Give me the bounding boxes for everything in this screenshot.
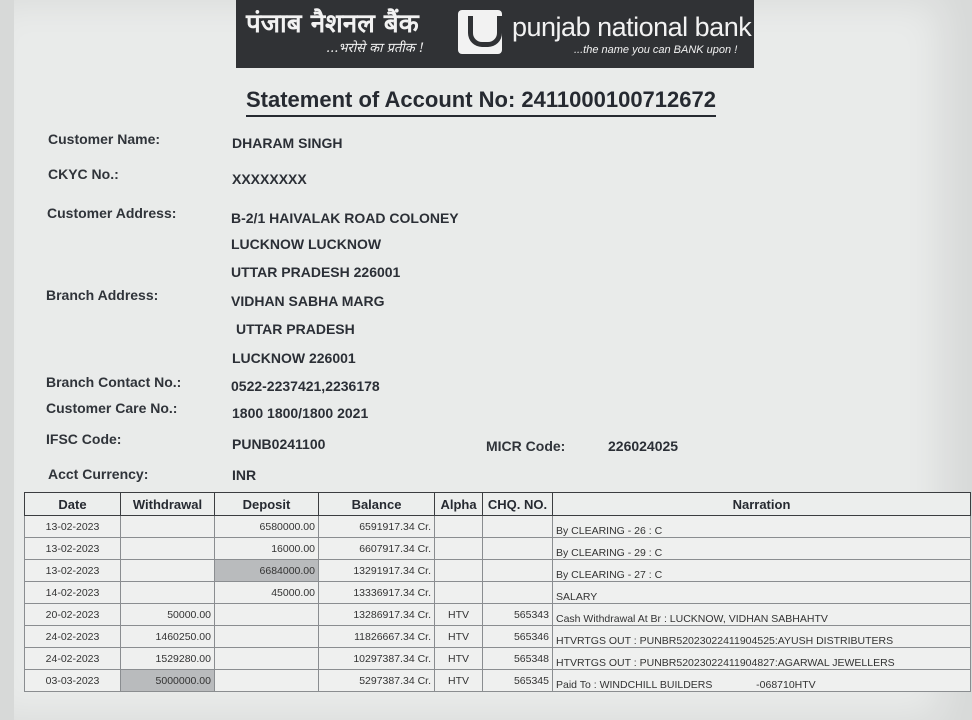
customer-care-label: Customer Care No.:	[46, 400, 178, 416]
ifsc-label: IFSC Code:	[46, 431, 122, 447]
cell-date: 20-02-2023	[25, 604, 121, 626]
column-header-balance: Balance	[319, 493, 435, 516]
cell-chq-no: 565343	[483, 604, 553, 626]
cell-narration: Paid To : WINDCHILL BUILDERS -068710HTV	[553, 670, 971, 692]
cell-alpha: HTV	[435, 648, 483, 670]
bank-tagline-english: ...the name you can BANK upon !	[574, 44, 738, 56]
pnb-logo-icon	[458, 10, 502, 54]
cell-deposit: 16000.00	[215, 538, 319, 560]
cell-deposit	[215, 648, 319, 670]
ckyc-value: XXXXXXXX	[232, 171, 307, 187]
customer-address-line: B-2/1 HAIVALAK ROAD COLONEY	[231, 210, 459, 226]
cell-narration: Cash Withdrawal At Br : LUCKNOW, VIDHAN SABHAHTV	[553, 604, 971, 626]
branch-address-line: VIDHAN SABHA MARG	[231, 293, 385, 309]
cell-balance: 6591917.34 Cr.	[319, 516, 435, 538]
branch-address-line: LUCKNOW 226001	[232, 350, 356, 366]
statement-title: Statement of Account No: 2411000100712672	[246, 87, 716, 117]
branch-contact-label: Branch Contact No.:	[46, 374, 182, 390]
cell-deposit	[215, 670, 319, 692]
currency-label: Acct Currency:	[48, 466, 149, 482]
cell-deposit: 6684000.00	[215, 560, 319, 582]
table-row	[25, 626, 971, 648]
cell-alpha	[435, 582, 483, 604]
cell-deposit	[215, 604, 319, 626]
cell-date: 13-02-2023	[25, 516, 121, 538]
cell-deposit: 6580000.00	[215, 516, 319, 538]
column-header-chq-no: CHQ. NO.	[483, 493, 553, 516]
branch-contact-value: 0522-2237421,2236178	[231, 378, 380, 394]
cell-withdrawal: 1529280.00	[121, 648, 215, 670]
table-row	[25, 604, 971, 626]
column-header-narration: Narration	[553, 493, 971, 516]
cell-date: 24-02-2023	[25, 648, 121, 670]
bank-name-english: punjab national bank	[512, 12, 752, 42]
customer-name-label: Customer Name:	[48, 131, 161, 147]
cell-date: 13-02-2023	[25, 560, 121, 582]
cell-withdrawal	[121, 560, 215, 582]
cell-narration: HTVRTGS OUT : PUNBR52023022411904525:AYUSH DISTRIBUTERS	[553, 626, 971, 648]
table-row	[25, 538, 971, 560]
cell-balance: 13291917.34 Cr.	[319, 560, 435, 582]
cell-date: 13-02-2023	[25, 538, 121, 560]
customer-address-line: UTTAR PRADESH 226001	[231, 264, 401, 280]
column-header-date: Date	[25, 493, 121, 516]
bank-tagline-hindi: ...भरोसे का प्रतीक !	[326, 41, 425, 56]
cell-alpha	[435, 516, 483, 538]
cell-narration: By CLEARING - 27 : C	[553, 560, 971, 582]
customer-address-line: LUCKNOW LUCKNOW	[231, 236, 382, 252]
cell-balance: 6607917.34 Cr.	[319, 538, 435, 560]
transactions-table	[24, 492, 971, 692]
table-row	[25, 582, 971, 604]
cell-date: 14-02-2023	[25, 582, 121, 604]
statement-page	[14, 0, 972, 720]
currency-value: INR	[232, 467, 257, 483]
table-row	[25, 670, 971, 692]
table-row	[25, 560, 971, 582]
cell-chq-no: 565346	[483, 626, 553, 648]
cell-balance: 5297387.34 Cr.	[319, 670, 435, 692]
cell-chq-no	[483, 516, 553, 538]
ifsc-value: PUNB0241100	[232, 436, 326, 452]
micr-label: MICR Code:	[486, 438, 566, 454]
cell-narration: By CLEARING - 26 : C	[553, 516, 971, 538]
bank-name-hindi: पंजाब नैशनल बैंक	[246, 9, 419, 39]
ckyc-label: CKYC No.:	[48, 166, 119, 182]
branch-address-line: UTTAR PRADESH	[236, 321, 355, 337]
table-row	[25, 516, 971, 538]
cell-chq-no: 565345	[483, 670, 553, 692]
column-header-deposit: Deposit	[215, 493, 319, 516]
cell-balance: 11826667.34 Cr.	[319, 626, 435, 648]
customer-name-value: DHARAM SINGH	[232, 135, 343, 151]
column-header-alpha: Alpha	[435, 493, 483, 516]
bank-banner	[236, 0, 754, 68]
cell-deposit	[215, 626, 319, 648]
cell-deposit: 45000.00	[215, 582, 319, 604]
cell-balance: 13336917.34 Cr.	[319, 582, 435, 604]
cell-chq-no	[483, 560, 553, 582]
column-header-withdrawal: Withdrawal	[121, 493, 215, 516]
cell-withdrawal	[121, 582, 215, 604]
cell-alpha: HTV	[435, 626, 483, 648]
branch-address-label: Branch Address:	[46, 287, 159, 303]
customer-address-label: Customer Address:	[47, 205, 177, 221]
table-row	[25, 648, 971, 670]
cell-withdrawal: 50000.00	[121, 604, 215, 626]
cell-narration: HTVRTGS OUT : PUNBR52023022411904827:AGARWAL JEWELLERS	[553, 648, 971, 670]
cell-alpha	[435, 560, 483, 582]
micr-value: 226024025	[608, 438, 679, 454]
cell-withdrawal: 5000000.00	[121, 670, 215, 692]
cell-withdrawal	[121, 538, 215, 560]
cell-withdrawal: 1460250.00	[121, 626, 215, 648]
cell-date: 03-03-2023	[25, 670, 121, 692]
customer-care-value: 1800 1800/1800 2021	[232, 405, 369, 421]
cell-date: 24-02-2023	[25, 626, 121, 648]
cell-alpha: HTV	[435, 604, 483, 626]
cell-chq-no: 565348	[483, 648, 553, 670]
cell-chq-no	[483, 582, 553, 604]
cell-alpha	[435, 538, 483, 560]
cell-withdrawal	[121, 516, 215, 538]
cell-narration: SALARY	[553, 582, 971, 604]
cell-alpha: HTV	[435, 670, 483, 692]
cell-chq-no	[483, 538, 553, 560]
cell-balance: 13286917.34 Cr.	[319, 604, 435, 626]
table-header-row	[25, 493, 971, 516]
cell-balance: 10297387.34 Cr.	[319, 648, 435, 670]
cell-narration: By CLEARING - 29 : C	[553, 538, 971, 560]
